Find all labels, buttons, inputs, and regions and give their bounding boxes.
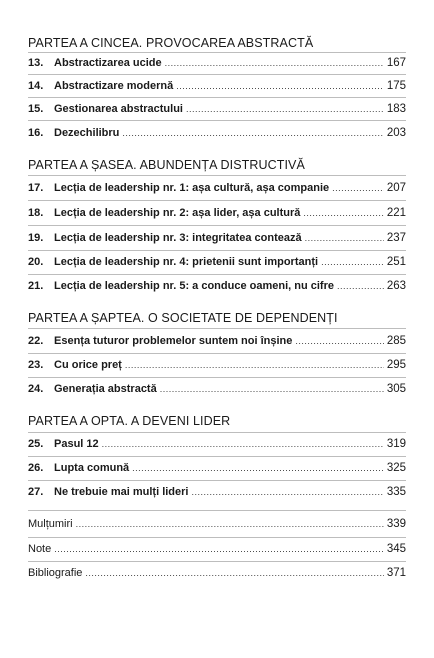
- toc-entry-17: [28, 182, 406, 198]
- page-number: 295: [386, 359, 406, 371]
- chapter-title: Lecția de leadership nr. 4: prietenii sunt importanți: [54, 256, 319, 268]
- back-matter-title: Mulțumiri: [28, 518, 73, 530]
- chapter-number: 13.: [28, 57, 44, 69]
- page-number: 335: [386, 486, 406, 498]
- dot-leader: [54, 544, 384, 554]
- page-number: 221: [386, 207, 406, 219]
- part-title-5: PARTEA A CINCEA. PROVOCAREA ABSTRACTĂ: [28, 36, 314, 50]
- entry-divider: [28, 377, 406, 378]
- back-matter-title: Bibliografie: [28, 567, 83, 579]
- chapter-number: 19.: [28, 232, 44, 244]
- entry-divider: [28, 120, 406, 121]
- page-number: 207: [386, 182, 406, 194]
- page-number: 371: [386, 567, 406, 579]
- entry-divider: [28, 537, 406, 538]
- toc-entry-bibliografie: [28, 567, 406, 583]
- toc-entry-note: [28, 543, 406, 559]
- chapter-title: Ne trebuie mai mulți lideri: [54, 486, 189, 498]
- chapter-number: 15.: [28, 103, 44, 115]
- toc-entry-23: [28, 359, 406, 375]
- dot-leader: [295, 336, 383, 346]
- page-number: 203: [386, 127, 406, 139]
- back-matter-title: Note: [28, 543, 52, 555]
- page-number: 325: [386, 462, 406, 474]
- page-number: 263: [386, 280, 406, 292]
- toc-entry-16: [28, 127, 406, 143]
- chapter-title: Gestionarea abstractului: [54, 103, 183, 115]
- dot-leader: [165, 58, 384, 68]
- toc-entry-26: [28, 462, 406, 478]
- chapter-number: 27.: [28, 486, 44, 498]
- page-number: 305: [386, 383, 406, 395]
- dot-leader: [160, 384, 384, 394]
- chapter-title: Lecția de leadership nr. 3: integritatea contează: [54, 232, 302, 244]
- entry-divider: [28, 456, 406, 457]
- dot-leader: [332, 183, 384, 193]
- section-divider: [28, 432, 406, 433]
- dot-leader: [102, 439, 384, 449]
- toc-entry-25: [28, 438, 406, 454]
- dot-leader: [76, 519, 384, 529]
- chapter-number: 14.: [28, 80, 44, 92]
- toc-entry-22: [28, 335, 406, 351]
- toc-entry-21: [28, 280, 406, 296]
- chapter-number: 16.: [28, 127, 44, 139]
- section-divider: [28, 175, 406, 176]
- entry-divider: [28, 200, 406, 201]
- dot-leader: [186, 104, 384, 114]
- page-number: 167: [386, 57, 406, 69]
- toc-entry-14: [28, 80, 406, 96]
- toc-entry-13: [28, 57, 406, 73]
- section-divider: [28, 52, 406, 53]
- section-divider: [28, 510, 406, 511]
- dot-leader: [191, 487, 383, 497]
- chapter-number: 20.: [28, 256, 44, 268]
- chapter-number: 24.: [28, 383, 44, 395]
- dot-leader: [305, 233, 384, 243]
- chapter-title: Lupta comună: [54, 462, 130, 474]
- chapter-title: Esența tuturor problemelor suntem noi înșine: [54, 335, 293, 347]
- toc-entry-20: [28, 256, 406, 272]
- toc-entry-19: [28, 232, 406, 248]
- chapter-title: Cu orice preț: [54, 359, 122, 371]
- dot-leader: [303, 208, 383, 218]
- dot-leader: [85, 568, 383, 578]
- chapter-number: 17.: [28, 182, 44, 194]
- entry-divider: [28, 97, 406, 98]
- page-number: 175: [386, 80, 406, 92]
- chapter-number: 25.: [28, 438, 44, 450]
- toc-entry-24: [28, 383, 406, 399]
- entry-divider: [28, 74, 406, 75]
- page-number: 237: [386, 232, 406, 244]
- chapter-number: 22.: [28, 335, 44, 347]
- chapter-title: Dezechilibru: [54, 127, 120, 139]
- dot-leader: [176, 81, 384, 91]
- entry-divider: [28, 225, 406, 226]
- toc-entry-27: [28, 486, 406, 502]
- chapter-title: Pasul 12: [54, 438, 99, 450]
- entry-divider: [28, 274, 406, 275]
- chapter-title: Abstractizarea ucide: [54, 57, 162, 69]
- page-number: 345: [386, 543, 406, 555]
- page-number: 183: [386, 103, 406, 115]
- page-number: 319: [386, 438, 406, 450]
- entry-divider: [28, 480, 406, 481]
- dot-leader: [321, 257, 384, 267]
- toc-entry-multumiri: [28, 518, 406, 534]
- toc-entry-15: [28, 103, 406, 119]
- page-number: 251: [386, 256, 406, 268]
- chapter-title: Lecția de leadership nr. 2: așa lider, așa cultură: [54, 207, 301, 219]
- chapter-number: 18.: [28, 207, 44, 219]
- entry-divider: [28, 561, 406, 562]
- toc-entry-18: [28, 207, 406, 223]
- dot-leader: [337, 281, 384, 291]
- section-divider: [28, 328, 406, 329]
- part-title-6: PARTEA A ȘASEA. ABUNDENȚA DISTRUCTIVĂ: [28, 158, 305, 172]
- chapter-number: 23.: [28, 359, 44, 371]
- part-title-8: PARTEA A OPTA. A DEVENI LIDER: [28, 414, 231, 428]
- page-number: 339: [386, 518, 406, 530]
- chapter-title: Lecția de leadership nr. 1: așa cultură, așa companie: [54, 182, 330, 194]
- dot-leader: [125, 360, 384, 370]
- chapter-title: Abstractizare modernă: [54, 80, 174, 92]
- dot-leader: [122, 128, 383, 138]
- entry-divider: [28, 250, 406, 251]
- chapter-title: Lecția de leadership nr. 5: a conduce oameni, nu cifre: [54, 280, 334, 292]
- page-number: 285: [386, 335, 406, 347]
- entry-divider: [28, 353, 406, 354]
- chapter-number: 21.: [28, 280, 44, 292]
- part-title-7: PARTEA A ȘAPTEA. O SOCIETATE DE DEPENDENȚI: [28, 311, 338, 325]
- dot-leader: [132, 463, 384, 473]
- chapter-title: Generația abstractă: [54, 383, 157, 395]
- chapter-number: 26.: [28, 462, 44, 474]
